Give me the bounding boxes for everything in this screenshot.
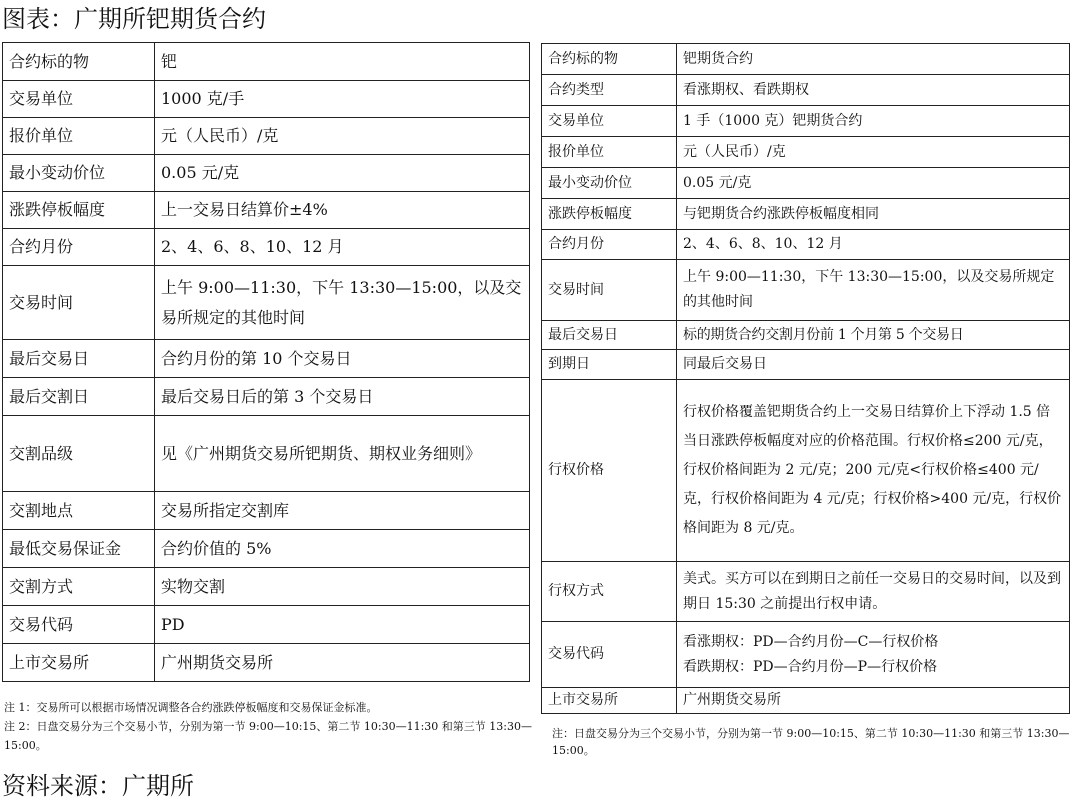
row-label: 交易单位 — [3, 81, 155, 118]
row-value: 2、4、6、8、10、12 月 — [677, 230, 1070, 260]
row-value: 上午 9:00—11:30，下午 13:30—15:00，以及交易所规定的其他时间 — [677, 260, 1070, 321]
table-row — [542, 199, 1070, 230]
row-value: 0.05 元/克 — [677, 168, 1070, 199]
row-label: 交割品级 — [3, 416, 155, 492]
row-label: 最后交易日 — [542, 321, 677, 350]
row-value: 1 手（1000 克）钯期货合约 — [677, 106, 1070, 137]
row-value: 最后交易日后的第 3 个交易日 — [155, 378, 530, 416]
row-value: 实物交割 — [155, 568, 530, 606]
row-value: 上午 9:00—11:30，下午 13:30—15:00，以及交易所规定的其他时间 — [155, 266, 530, 340]
options-notes — [552, 725, 1072, 759]
row-label: 上市交易所 — [3, 644, 155, 682]
row-value: 与钯期货合约涨跌停板幅度相同 — [677, 199, 1070, 230]
note-text: 注 1：交易所可以根据市场情况调整各合约涨跌停板幅度和交易保证金标准。 — [4, 701, 378, 714]
table-row — [542, 137, 1070, 168]
table-row — [542, 230, 1070, 260]
row-label: 行权价格 — [542, 380, 677, 562]
row-label: 报价单位 — [542, 137, 677, 168]
row-value: 交易所指定交割库 — [155, 492, 530, 530]
row-value: PD — [155, 606, 530, 644]
row-value: 美式。买方可以在到期日之前任一交易日的交易时间，以及到期日 15:30 之前提出行权申请。 — [677, 562, 1070, 622]
table-row — [542, 350, 1070, 380]
row-label: 上市交易所 — [542, 688, 677, 714]
table-row — [542, 622, 1070, 688]
options-contract-table — [541, 43, 1070, 714]
row-value: 同最后交易日 — [677, 350, 1070, 380]
table-row — [542, 75, 1070, 106]
row-value: 0.05 元/克 — [155, 155, 530, 192]
row-label: 最低交易保证金 — [3, 530, 155, 568]
call-option-code: 看涨期权：PD—合约月份—C—行权价格 — [683, 633, 939, 650]
table-row — [542, 44, 1070, 75]
table-row — [3, 416, 530, 492]
table-row — [3, 43, 530, 81]
put-option-code: 看跌期权：PD—合约月份—P—行权价格 — [683, 658, 938, 675]
table-row — [3, 81, 530, 118]
row-value: 合约月份的第 10 个交易日 — [155, 340, 530, 378]
table-row — [542, 260, 1070, 321]
table-row — [542, 562, 1070, 622]
table-row — [3, 606, 530, 644]
row-label: 涨跌停板幅度 — [3, 192, 155, 229]
row-label: 交易时间 — [3, 266, 155, 340]
note-text: 注：日盘交易分为三个交易小节，分别为第一节 9:00—10:15、第二节 10:30—11:30 和第三节 13:30—15:00。 — [552, 727, 1070, 757]
table-row — [3, 492, 530, 530]
row-label: 报价单位 — [3, 118, 155, 155]
row-label: 行权方式 — [542, 562, 677, 622]
row-label: 最后交割日 — [3, 378, 155, 416]
row-value: 元（人民币）/克 — [155, 118, 530, 155]
row-value: 钯期货合约 — [677, 44, 1070, 75]
row-value: 钯 — [155, 43, 530, 81]
table-row — [3, 568, 530, 606]
row-value: 看涨期权、看跌期权 — [677, 75, 1070, 106]
source-caption: 资料来源：广期所 — [2, 772, 194, 800]
row-value: 1000 克/手 — [155, 81, 530, 118]
row-label: 到期日 — [542, 350, 677, 380]
row-value: 广州期货交易所 — [677, 688, 1070, 714]
row-label: 交易代码 — [3, 606, 155, 644]
note-text: 注 2：日盘交易分为三个交易小节，分别为第一节 9:00—10:15、第二节 10:30—11:30 和第三节 13:30—15:00。 — [4, 720, 532, 752]
table-row — [3, 340, 530, 378]
table-row — [3, 229, 530, 266]
row-value: 合约价值的 5% — [155, 530, 530, 568]
row-label: 交割方式 — [3, 568, 155, 606]
table-row — [3, 155, 530, 192]
row-value: 广州期货交易所 — [155, 644, 530, 682]
row-value — [677, 622, 1070, 688]
futures-notes — [4, 698, 532, 755]
table-row — [3, 530, 530, 568]
table-row — [3, 192, 530, 229]
row-label: 交割地点 — [3, 492, 155, 530]
row-label: 合约月份 — [3, 229, 155, 266]
row-label: 交易代码 — [542, 622, 677, 688]
row-label: 合约标的物 — [3, 43, 155, 81]
table-row — [542, 688, 1070, 714]
figure-title: 图表：广期所钯期货合约 — [2, 5, 266, 33]
row-label: 交易单位 — [542, 106, 677, 137]
row-label: 合约标的物 — [542, 44, 677, 75]
table-row — [542, 380, 1070, 562]
row-value: 元（人民币）/克 — [677, 137, 1070, 168]
table-row — [3, 118, 530, 155]
table-row — [3, 266, 530, 340]
row-value: 行权价格覆盖钯期货合约上一交易日结算价上下浮动 1.5 倍当日涨跌停板幅度对应的价格范围。行权价格≤200 元/克，行权价格间距为 2 元/克；200 元/克<行权价格≤400 元/克，行权价格间距为 4 元/克；行权价格>400 元/克，行权价格间距为 8 元/克。 — [677, 380, 1070, 562]
row-value: 上一交易日结算价±4% — [155, 192, 530, 229]
row-label: 合约类型 — [542, 75, 677, 106]
row-label: 最小变动价位 — [542, 168, 677, 199]
futures-contract-table — [2, 42, 530, 682]
table-row — [542, 168, 1070, 199]
table-row — [3, 378, 530, 416]
row-label: 交易时间 — [542, 260, 677, 321]
table-row — [542, 106, 1070, 137]
row-label: 最小变动价位 — [3, 155, 155, 192]
table-row — [542, 321, 1070, 350]
table-row — [3, 644, 530, 682]
row-label: 涨跌停板幅度 — [542, 199, 677, 230]
row-value: 2、4、6、8、10、12 月 — [155, 229, 530, 266]
row-label: 最后交易日 — [3, 340, 155, 378]
row-value: 标的期货合约交割月份前 1 个月第 5 个交易日 — [677, 321, 1070, 350]
row-label: 合约月份 — [542, 230, 677, 260]
row-value: 见《广州期货交易所钯期货、期权业务细则》 — [155, 416, 530, 492]
